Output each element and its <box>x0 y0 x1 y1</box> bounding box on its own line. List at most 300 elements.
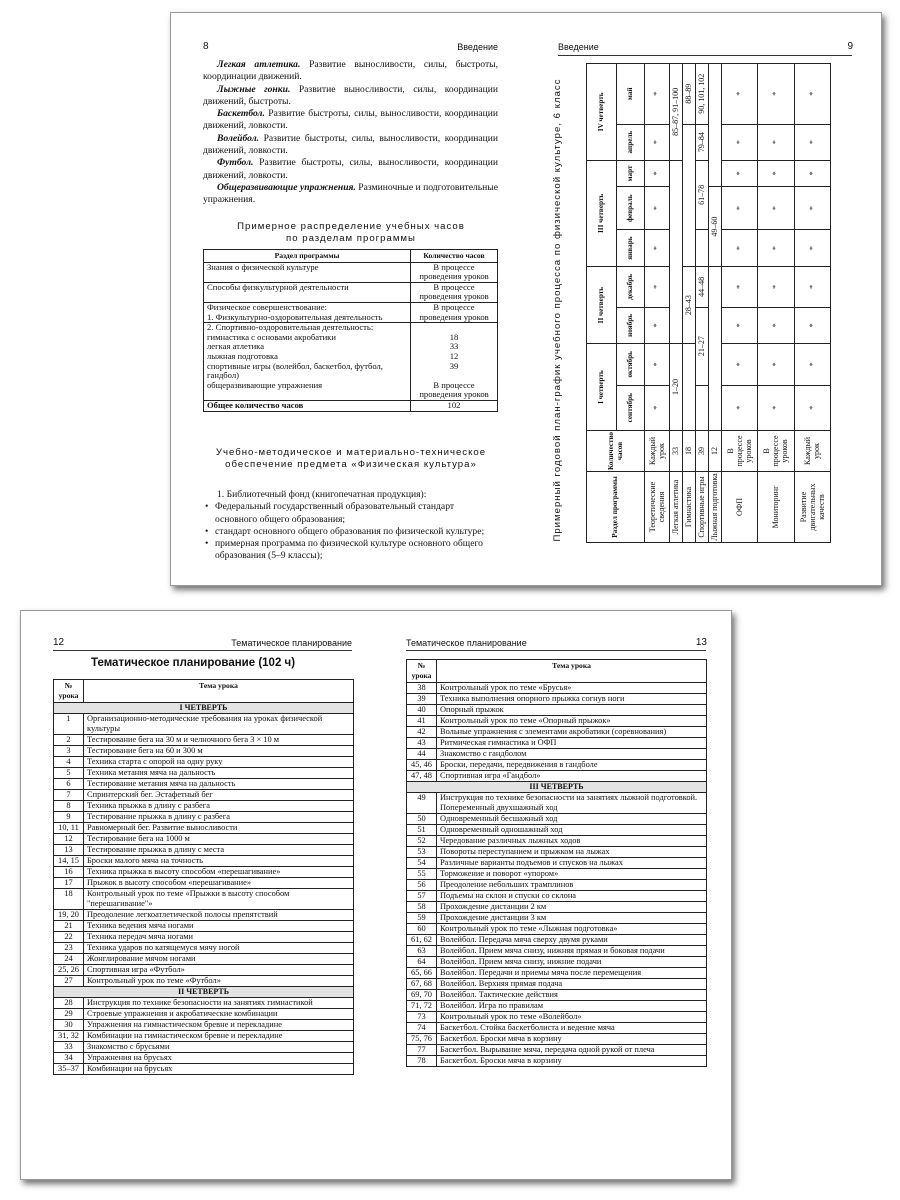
lesson-number: 45, 46 <box>407 760 437 771</box>
lesson-topic: Прыжок в высоту способом «перешагивание» <box>84 878 354 889</box>
term: Лыжные гонки. <box>217 83 291 95</box>
lesson-topic: Преодоление небольших трамплинов <box>437 880 707 891</box>
table-row <box>407 1045 707 1056</box>
lesson-number: 22 <box>54 932 84 943</box>
lesson-topic: Тестирование метания мяча на дальность <box>84 779 354 790</box>
range-cell: 44–48 <box>695 267 708 308</box>
lesson-topic: Вольные упражнения с элементами акробатики (соревнования) <box>437 727 707 738</box>
mark-cell: * <box>794 187 830 230</box>
row-gymnastics <box>682 64 695 543</box>
hours-cell: Каждый урок <box>645 430 670 471</box>
month-sep: сентябрь <box>617 385 645 430</box>
lesson-number: 3 <box>54 746 84 757</box>
lesson-topic: Волейбол. Тактические действия <box>437 990 707 1001</box>
lesson-topic: Жонглирование мячом ногами <box>84 954 354 965</box>
lesson-number: 4 <box>54 757 84 768</box>
paragraph-athletics <box>203 59 498 84</box>
bullet-icon: • <box>205 501 209 513</box>
table-row <box>407 990 707 1001</box>
empty-cell <box>708 64 721 187</box>
quarter-header-row <box>587 64 617 543</box>
mark-cell: * <box>721 187 757 230</box>
lesson-number: 31, 32 <box>54 1031 84 1042</box>
lesson-topic: Спортивная игра «Гандбол» <box>437 771 707 782</box>
lesson-number: 63 <box>407 946 437 957</box>
mark-cell: * <box>721 385 757 430</box>
mark-cell: * <box>794 307 830 343</box>
lesson-number: 5 <box>54 768 84 779</box>
section-cell: Способы физкультурной деятельности <box>204 282 411 302</box>
lesson-number: 28 <box>54 998 84 1009</box>
top-spread <box>170 12 882 586</box>
lesson-number: 14, 15 <box>54 856 84 867</box>
lesson-number: 69, 70 <box>407 990 437 1001</box>
lesson-number: 55 <box>407 869 437 880</box>
paragraph-volleyball <box>203 133 498 158</box>
lesson-topic: Броски, передачи, передвижения в гандболе <box>437 760 707 771</box>
lesson-number: 64 <box>407 957 437 968</box>
table-row <box>54 714 354 735</box>
mark-cell: * <box>758 160 794 187</box>
range-cell: 90, 101, 102 <box>695 64 708 125</box>
lesson-number: 71, 72 <box>407 1001 437 1012</box>
month-oct: октябрь <box>617 344 645 385</box>
page-title: Тематическое планирование (102 ч) <box>91 657 296 669</box>
running-head: Тематическое планирование <box>231 638 352 648</box>
table-row <box>54 768 354 779</box>
head-rule <box>558 55 852 56</box>
table-row <box>407 913 707 924</box>
lesson-number: 10, 11 <box>54 823 84 834</box>
table-row <box>407 771 707 782</box>
range-cell: 88–89 <box>682 64 695 125</box>
lesson-topic: Спринтерский бег. Эстафетный бег <box>84 790 354 801</box>
table-row <box>54 889 354 910</box>
lesson-table-left <box>53 679 354 1075</box>
table-row <box>54 954 354 965</box>
lesson-number: 8 <box>54 801 84 812</box>
table-row <box>54 1042 354 1053</box>
list-item <box>203 501 498 526</box>
table-row <box>407 1056 707 1067</box>
empty-cell <box>695 385 708 430</box>
lesson-number: 19, 20 <box>54 910 84 921</box>
hours-cell: В процессе проведения уроков <box>411 302 498 322</box>
hours-cell: В процессе уроков <box>758 430 794 471</box>
lesson-topic: Организационно-методические требования на уроках физической культуры <box>84 714 354 735</box>
range-cell: 1–20 <box>669 344 682 431</box>
lesson-topic: Тестирование бега на 1000 м <box>84 834 354 845</box>
mark-cell: * <box>645 267 670 308</box>
lesson-number: 58 <box>407 902 437 913</box>
mark-cell: * <box>645 160 670 187</box>
table-row <box>54 867 354 878</box>
table-row <box>54 878 354 889</box>
table-row <box>407 694 707 705</box>
row-ofp <box>721 64 757 543</box>
schedule-title: Примерный годовой план-график учебного процесса по физической культуре, 6 класс <box>552 78 563 542</box>
lesson-topic: Тестирование бега на 30 м и челночного бега 3 × 10 м <box>84 735 354 746</box>
paragraph-text: Развитие быстроты, силы, выносливости, координации движений, ловкости. <box>203 132 498 157</box>
hours-cell: 33 <box>669 430 682 471</box>
lesson-rows <box>407 683 707 1067</box>
lesson-topic: Подъемы на склон и спуски со склона <box>437 891 707 902</box>
paragraph-text: Разминочные и подготовительные упражнения. <box>203 181 498 206</box>
lesson-number: 74 <box>407 1023 437 1034</box>
table-row <box>54 1009 354 1020</box>
lesson-number: 2 <box>54 735 84 746</box>
lesson-topic: Волейбол. Передача мяча сверху двумя руками <box>437 935 707 946</box>
empty-cell <box>682 124 695 267</box>
lesson-topic: Баскетбол. Броски мяча в корзину <box>437 1034 707 1045</box>
section-cell: Лыжная подготовка <box>710 473 720 541</box>
mark-cell: * <box>721 160 757 187</box>
empty-cell <box>708 267 721 431</box>
mark-cell: * <box>794 64 830 125</box>
lesson-topic: Прохождение дистанции 2 км <box>437 902 707 913</box>
table-row <box>407 946 707 957</box>
list-intro: 1. Библиотечный фонд (книгопечатная продукция): <box>217 489 427 500</box>
quarter-label: II ЧЕТВЕРТЬ <box>54 987 354 998</box>
hours-cell: В процессе проведения уроков <box>411 282 498 302</box>
month-mar: март <box>617 160 645 187</box>
lesson-topic: Инструкция по технике безопасности на занятиях гимнастикой <box>84 998 354 1009</box>
lesson-topic: Инструкция по технике безопасности на занятиях лыжной подготовкой. Попеременный двухшажный ход <box>437 793 707 814</box>
section-cell: Физическое совершенствование: 1. Физкультурно-оздоровительная деятельность <box>204 302 411 322</box>
lesson-number: 75, 76 <box>407 1034 437 1045</box>
row-ski <box>708 64 721 543</box>
mark-cell: * <box>645 307 670 343</box>
lesson-number: 23 <box>54 943 84 954</box>
mark-cell: * <box>645 124 670 160</box>
mark-cell: * <box>645 385 670 430</box>
lesson-number: 30 <box>54 1020 84 1031</box>
lesson-topic: Ритмическая гимнастика и ОФП <box>437 738 707 749</box>
lesson-topic: Равномерный бег. Развитие выносливости <box>84 823 354 834</box>
mark-cell: * <box>794 267 830 308</box>
table-row <box>407 836 707 847</box>
term: Футбол. <box>217 157 254 169</box>
range-cell: 85–87, 91–100 <box>669 64 682 161</box>
lesson-topic: Опорный прыжок <box>437 705 707 716</box>
lesson-number: 17 <box>54 878 84 889</box>
mark-cell: * <box>645 187 670 230</box>
section-cell: Легкая атлетика <box>669 472 682 543</box>
lesson-topic: Контрольный урок по теме «Опорный прыжок» <box>437 716 707 727</box>
table-row <box>407 858 707 869</box>
table-row <box>54 856 354 867</box>
page-8 <box>171 13 526 585</box>
mark-cell: * <box>721 267 757 308</box>
table-row <box>54 1064 354 1075</box>
mark-cell: * <box>721 124 757 160</box>
page-12 <box>21 611 376 1179</box>
support-title: Учебно-методическое и материально-техническое обеспечение предмета «Физическая культура» <box>215 447 487 470</box>
bullet-icon: • <box>205 538 209 550</box>
lesson-topic: Баскетбол. Вырывание мяча, передача одной рукой от плеча <box>437 1045 707 1056</box>
hours-distribution-table <box>203 249 498 412</box>
head-rule <box>53 650 352 651</box>
term: Волейбол. <box>217 132 260 144</box>
table-row <box>407 1012 707 1023</box>
paragraph-ski <box>203 84 498 109</box>
list-item <box>203 538 498 563</box>
lesson-topic: Техника ударов по катящемуся мячу ногой <box>84 943 354 954</box>
lesson-topic: Строевые упражнения и акробатические комбинации <box>84 1009 354 1020</box>
lesson-number: 40 <box>407 705 437 716</box>
table-row <box>54 943 354 954</box>
lesson-topic: Техника прыжка в длину с разбега <box>84 801 354 812</box>
table-row <box>407 847 707 858</box>
term: Легкая атлетика. <box>217 59 301 70</box>
library-list <box>203 489 498 563</box>
lesson-number: 52 <box>407 836 437 847</box>
term: Общеразвивающие упражнения. <box>217 181 356 193</box>
mark-cell: * <box>721 307 757 343</box>
lesson-topic: Волейбол. Верхняя прямая подача <box>437 979 707 990</box>
hours-cell: 12 <box>708 430 721 471</box>
mark-cell: * <box>645 230 670 267</box>
quarter-label: I ЧЕТВЕРТЬ <box>54 703 354 714</box>
lesson-topic: Техника ведения мяча ногами <box>84 921 354 932</box>
paragraph-warmup <box>203 182 498 207</box>
table-header-row <box>54 680 354 703</box>
mark-cell: * <box>794 160 830 187</box>
lesson-number: 16 <box>54 867 84 878</box>
table-row <box>204 282 498 302</box>
lesson-number: 7 <box>54 790 84 801</box>
lesson-number: 65, 66 <box>407 968 437 979</box>
mark-cell: * <box>758 64 794 125</box>
table-row <box>407 1001 707 1012</box>
empty-cell <box>695 230 708 267</box>
quarter-row <box>54 987 354 998</box>
total-label: Общее количество часов <box>204 400 411 411</box>
lesson-number: 61, 62 <box>407 935 437 946</box>
header-section: Раздел программы <box>204 250 411 263</box>
table-row <box>407 760 707 771</box>
running-head: Введение <box>457 42 498 52</box>
mark-cell: * <box>758 307 794 343</box>
lesson-number: 1 <box>54 714 84 735</box>
lesson-number: 39 <box>407 694 437 705</box>
page-9 <box>526 13 881 585</box>
lesson-topic: Контрольный урок по теме «Брусья» <box>437 683 707 694</box>
lesson-topic: Чередование различных лыжных ходов <box>437 836 707 847</box>
head-rule <box>406 650 706 651</box>
table-row <box>54 812 354 823</box>
section-cell: Мониторинг <box>758 472 794 543</box>
lesson-topic: Упражнения на гимнастическом бревне и перекладине <box>84 1020 354 1031</box>
paragraph-text: Развитие быстроты, силы, выносливости, координации движений, ловкости. <box>203 108 498 132</box>
lesson-number: 21 <box>54 921 84 932</box>
lesson-number: 56 <box>407 880 437 891</box>
lesson-topic: Контрольный урок по теме «Лыжная подготовка» <box>437 924 707 935</box>
lesson-number: 78 <box>407 1056 437 1067</box>
hours-cell: 39 <box>695 430 708 471</box>
table-row <box>54 834 354 845</box>
table-row <box>407 968 707 979</box>
lesson-topic: Упражнения на брусьях <box>84 1053 354 1064</box>
header-hours: Количество часов <box>587 430 645 471</box>
lesson-number: 43 <box>407 738 437 749</box>
lesson-topic: Баскетбол. Броски мяча в корзину <box>437 1056 707 1067</box>
lesson-topic: Волейбол. Прием мяча снизу, нижние подачи <box>437 957 707 968</box>
schedule-grid <box>586 63 831 543</box>
lesson-number: 18 <box>54 889 84 910</box>
table-row <box>204 302 498 322</box>
header-topic: Тема урока <box>437 660 707 683</box>
lesson-topic: Техника выполнения опорного прыжка согнув ноги <box>437 694 707 705</box>
table-row <box>407 793 707 814</box>
lesson-number: 27 <box>54 976 84 987</box>
lesson-number: 9 <box>54 812 84 823</box>
range-cell: 49–60 <box>708 187 721 267</box>
lesson-topic: Прохождение дистанции 3 км <box>437 913 707 924</box>
lesson-number: 29 <box>54 1009 84 1020</box>
table-row <box>204 323 498 401</box>
mark-cell: * <box>758 385 794 430</box>
lesson-topic: Одновременный одношажный ход <box>437 825 707 836</box>
page-number: 8 <box>203 41 209 52</box>
section-cell: ОФП <box>721 472 757 543</box>
table-row <box>54 779 354 790</box>
lesson-number: 41 <box>407 716 437 727</box>
table-row <box>54 921 354 932</box>
lesson-number: 44 <box>407 749 437 760</box>
section-cell: Гимнастика <box>682 472 695 543</box>
row-monitoring <box>758 64 794 543</box>
lesson-number: 54 <box>407 858 437 869</box>
distribution-title: Примерное распределение учебных часов по разделам программы <box>237 221 465 244</box>
month-may: май <box>617 64 645 125</box>
lesson-topic: Техника старта с опорой на одну руку <box>84 757 354 768</box>
mark-cell: * <box>721 344 757 385</box>
lesson-topic: Различные варианты подъемов и спусков на лыжах <box>437 858 707 869</box>
lesson-number: 6 <box>54 779 84 790</box>
empty-cell <box>682 344 695 431</box>
lesson-topic: Техника передач мяча ногами <box>84 932 354 943</box>
table-row <box>54 1053 354 1064</box>
lesson-topic: Броски малого мяча на точность <box>84 856 354 867</box>
lesson-topic: Одновременный бесшажный ход <box>437 814 707 825</box>
section-cell: Теоретические сведения <box>645 472 670 543</box>
mark-cell: * <box>758 124 794 160</box>
table-row <box>54 932 354 943</box>
table-row <box>54 757 354 768</box>
mark-cell: * <box>794 124 830 160</box>
bottom-spread <box>20 610 732 1180</box>
header-hours: Количество часов <box>411 250 498 263</box>
running-head: Введение <box>558 42 599 52</box>
lesson-number: 50 <box>407 814 437 825</box>
table-row <box>54 1031 354 1042</box>
mark-cell: * <box>645 344 670 385</box>
hours-cell: Каждый урок <box>794 430 830 471</box>
lesson-number: 73 <box>407 1012 437 1023</box>
mark-cell: * <box>758 344 794 385</box>
lesson-topic: Комбинации на гимнастическом бревне и перекладине <box>84 1031 354 1042</box>
lesson-number: 67, 68 <box>407 979 437 990</box>
lesson-topic: Техника метания мяча на дальность <box>84 768 354 779</box>
lesson-topic: Тестирование прыжка в длину с места <box>84 845 354 856</box>
row-motor-qualities <box>794 64 830 543</box>
row-games <box>695 64 708 543</box>
table-row <box>407 683 707 694</box>
sport-descriptions <box>203 59 498 207</box>
lesson-topic: Контрольный урок по теме «Волейбол» <box>437 1012 707 1023</box>
section-cell: Знания о физической культуре <box>204 262 411 282</box>
table-total-row <box>204 400 498 411</box>
table-row <box>54 965 354 976</box>
mark-cell: * <box>794 344 830 385</box>
total-value: 102 <box>411 400 498 411</box>
table-row <box>54 1020 354 1031</box>
table-row <box>407 891 707 902</box>
lesson-topic: Знакомство с брусьями <box>84 1042 354 1053</box>
month-jan: январь <box>617 230 645 267</box>
paragraph-football <box>203 157 498 182</box>
month-feb: февраль <box>617 187 645 230</box>
lesson-number: 51 <box>407 825 437 836</box>
mark-cell: * <box>758 230 794 267</box>
page-13 <box>376 611 731 1179</box>
lesson-number: 35–37 <box>54 1064 84 1075</box>
table-row <box>54 823 354 834</box>
table-row <box>54 801 354 812</box>
table-row <box>54 998 354 1009</box>
section-cell: Спортивные игры <box>695 472 708 543</box>
lesson-number: 53 <box>407 847 437 858</box>
table-row <box>407 880 707 891</box>
lesson-topic: Баскетбол. Стойка баскетболиста и ведение мяча <box>437 1023 707 1034</box>
table-row <box>407 935 707 946</box>
lesson-number: 59 <box>407 913 437 924</box>
list-item-text: Федеральный государственный образовательный стандарт основного общего образования; <box>215 501 455 525</box>
hours-cell: 18 <box>682 430 695 471</box>
quarter-row <box>54 703 354 714</box>
table-row <box>407 705 707 716</box>
quarter-3: III четверть <box>587 160 617 266</box>
table-row <box>407 738 707 749</box>
lesson-topic: Волейбол. Передачи и приемы мяча после перемещения <box>437 968 707 979</box>
range-cell: 79–84 <box>695 124 708 160</box>
lesson-number: 60 <box>407 924 437 935</box>
table-row <box>407 814 707 825</box>
lesson-number: 25, 26 <box>54 965 84 976</box>
mark-cell: * <box>721 230 757 267</box>
list-item-text: примерная программа по физической культуре основного общего образования (5–9 классы); <box>215 538 483 562</box>
range-cell: 61–78 <box>695 160 708 229</box>
lesson-topic: Преодоление легкоатлетической полосы препятствий <box>84 910 354 921</box>
table-row <box>407 1023 707 1034</box>
lesson-topic: Контрольный урок по теме «Футбол» <box>84 976 354 987</box>
table-row <box>407 979 707 990</box>
lesson-topic: Спортивная игра «Футбол» <box>84 965 354 976</box>
paragraph-text: Развитие быстроты, силы, выносливости, координации движений, ловкости. <box>203 157 498 181</box>
mark-cell: * <box>758 267 794 308</box>
quarter-1: I четверть <box>587 344 617 431</box>
header-topic: Тема урока <box>84 680 354 703</box>
lesson-number: 42 <box>407 727 437 738</box>
mark-cell: * <box>794 385 830 430</box>
paragraph-text: Развитие выносливости, силы, координации движений, быстроты. <box>203 83 498 107</box>
lesson-topic: Тестирование бега на 60 и 300 м <box>84 746 354 757</box>
table-row <box>54 790 354 801</box>
lesson-number: 34 <box>54 1053 84 1064</box>
lesson-topic: Повороты переступанием и прыжком на лыжах <box>437 847 707 858</box>
hours-cell: В процессе уроков <box>721 430 757 471</box>
